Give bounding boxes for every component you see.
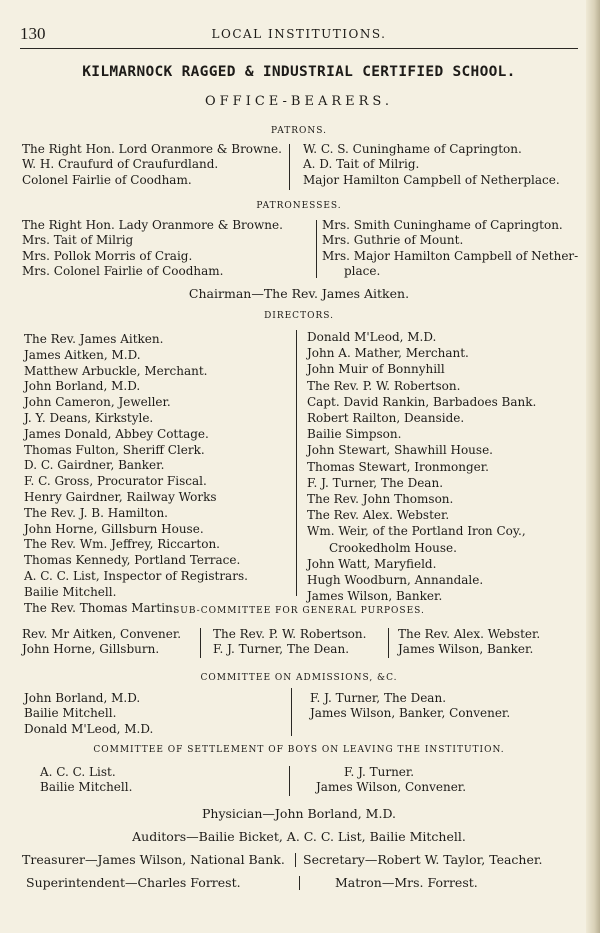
member-name: The Rev. P. W. Robertson. — [213, 627, 367, 641]
sub-committee-column-3 — [398, 627, 573, 658]
running-title: LOCAL INSTITUTIONS. — [211, 27, 387, 41]
settlement-left-column — [40, 765, 240, 796]
director-name: Donald M'Leod, M.D. — [307, 330, 437, 344]
director-name: A. C. C. List, Inspector of Registrars. — [24, 568, 248, 583]
admissions-right-column — [310, 691, 570, 722]
director-name: The Rev. James Aitken. — [24, 332, 164, 346]
director-name: Thomas Stewart, Ironmonger. — [307, 459, 489, 474]
patrons-left-column — [22, 142, 282, 188]
director-name: Capt. David Rankin, Barbadoes Bank. — [307, 394, 537, 409]
patronesses-right-column — [322, 218, 579, 280]
patron-name: Colonel Fairlie of Coodham. — [22, 172, 192, 187]
page-number: 130 — [20, 24, 46, 43]
patroness-name: Mrs. Smith Cuninghame of Caprington. — [322, 218, 563, 232]
superintendent-line: Superintendent—Charles Forrest. — [26, 875, 241, 890]
sub-committee-column-1 — [22, 627, 202, 658]
patron-name: W. H. Craufurd of Craufurdland. — [22, 157, 219, 172]
director-name: D. C. Gairdner, Banker. — [24, 458, 165, 473]
director-name: Wm. Weir, of the Portland Iron Coy., — [307, 524, 526, 539]
director-name: Matthew Arbuckle, Merchant. — [24, 363, 208, 378]
column-divider — [388, 628, 389, 658]
director-name: John Horne, Gillsburn House. — [24, 521, 204, 536]
sub-committee-heading: SUB-COMMITTEE FOR GENERAL PURPOSES. — [173, 606, 425, 616]
matron-line: Matron—Mrs. Forrest. — [335, 875, 478, 890]
directors-heading: DIRECTORS. — [264, 311, 334, 321]
director-name: The Rev. Alex. Webster. — [307, 508, 450, 523]
director-name: James Donald, Abbey Cottage. — [24, 426, 209, 441]
column-divider — [289, 144, 290, 190]
secretary-line: Secretary—Robert W. Taylor, Teacher. — [303, 852, 543, 867]
patroness-name: The Right Hon. Lady Oranmore & Browne. — [22, 218, 283, 232]
director-name: John Muir of Bonnyhill — [307, 362, 445, 377]
director-name: Thomas Kennedy, Portland Terrace. — [24, 553, 241, 568]
auditors-line: Auditors—Bailie Bicket, A. C. C. List, Bailie Mitchell. — [132, 829, 466, 844]
director-name: John Watt, Maryfield. — [307, 556, 437, 571]
member-name: A. C. C. List. — [40, 765, 116, 779]
member-name: Bailie Mitchell. — [40, 780, 133, 795]
director-name: The Rev. Wm. Jeffrey, Riccarton. — [24, 537, 220, 552]
member-name: F. J. Turner. — [344, 765, 415, 779]
director-name: Thomas Fulton, Sheriff Clerk. — [24, 442, 205, 457]
director-name: F. C. Gross, Procurator Fiscal. — [24, 474, 207, 489]
patronesses-heading: PATRONESSES. — [256, 201, 342, 211]
member-name: James Wilson, Banker. — [398, 642, 534, 657]
member-name: Donald M'Leod, M.D. — [24, 721, 154, 736]
admissions-heading: COMMITTEE ON ADMISSIONS, &C. — [200, 673, 398, 683]
page-gutter — [586, 0, 600, 933]
director-name: John Cameron, Jeweller. — [24, 395, 171, 410]
patronesses-left-column — [22, 218, 292, 280]
director-name: The Rev. Thomas Martin. — [24, 600, 177, 615]
director-name: James Aitken, M.D. — [24, 347, 141, 362]
settlement-heading: COMMITTEE OF SETTLEMENT OF BOYS ON LEAVING THE INSTITUTION. — [93, 745, 505, 755]
column-divider — [299, 876, 300, 890]
patroness-name: Mrs. Tait of Milrig — [22, 233, 134, 248]
office-bearers-heading: OFFICE-BEARERS. — [205, 94, 393, 109]
column-divider — [289, 766, 290, 796]
document-title: KILMARNOCK RAGGED & INDUSTRIAL CERTIFIED SCHOOL. — [82, 64, 516, 80]
column-divider — [295, 853, 296, 867]
patroness-name: Mrs. Pollok Morris of Craig. — [22, 248, 193, 263]
director-name: Hugh Woodburn, Annandale. — [307, 573, 484, 588]
running-header — [20, 24, 578, 42]
patron-name: Major Hamilton Campbell of Netherplace. — [303, 172, 560, 187]
member-name: F. J. Turner, The Dean. — [213, 642, 350, 657]
directors-right-column — [307, 329, 572, 604]
member-name: John Horne, Gillsburn. — [22, 642, 160, 657]
chairman-line: Chairman—The Rev. James Aitken. — [188, 286, 410, 301]
header-rule — [20, 48, 578, 49]
patroness-name-continued: place. — [344, 264, 381, 279]
patrons-heading: PATRONS. — [271, 126, 327, 136]
member-name: Rev. Mr Aitken, Convener. — [22, 627, 182, 641]
admissions-left-column — [24, 691, 274, 737]
director-name: Bailie Simpson. — [307, 427, 402, 442]
director-name: The Rev. P. W. Robertson. — [307, 378, 461, 393]
director-name: Bailie Mitchell. — [24, 584, 117, 599]
patrons-right-column — [303, 142, 573, 188]
treasurer-line: Treasurer—James Wilson, National Bank. — [22, 852, 285, 867]
director-name: F. J. Turner, The Dean. — [307, 475, 444, 490]
director-name: Robert Railton, Deanside. — [307, 411, 465, 426]
settlement-right-column — [316, 765, 566, 796]
patroness-name: Mrs. Major Hamilton Campbell of Nether- — [322, 248, 579, 263]
patron-name: A. D. Tait of Milrig. — [303, 157, 420, 172]
directors-left-column — [24, 332, 294, 616]
member-name: F. J. Turner, The Dean. — [310, 691, 447, 705]
director-name: The Rev. John Thomson. — [307, 492, 454, 507]
sub-committee-column-2 — [213, 627, 388, 658]
physician-line: Physician—John Borland, M.D. — [201, 806, 396, 821]
director-name: J. Y. Deans, Kirkstyle. — [24, 410, 154, 425]
director-name-continued: Crookedholm House. — [329, 540, 457, 555]
member-name: The Rev. Alex. Webster. — [398, 627, 541, 641]
director-name: John Borland, M.D. — [24, 379, 141, 394]
patron-name: The Right Hon. Lord Oranmore & Browne. — [22, 142, 282, 156]
director-name: James Wilson, Banker. — [307, 589, 443, 604]
column-divider — [296, 330, 297, 596]
column-divider — [200, 628, 201, 658]
column-divider — [316, 220, 317, 278]
patron-name: W. C. S. Cuninghame of Caprington. — [303, 142, 522, 156]
column-divider — [291, 688, 292, 736]
member-name: James Wilson, Convener. — [316, 780, 467, 795]
member-name: John Borland, M.D. — [24, 691, 141, 705]
director-name: John A. Mather, Merchant. — [307, 346, 469, 361]
member-name: James Wilson, Banker, Convener. — [310, 706, 511, 721]
director-name: John Stewart, Shawhill House. — [307, 443, 493, 458]
director-name: The Rev. J. B. Hamilton. — [24, 505, 168, 520]
patroness-name: Mrs. Colonel Fairlie of Coodham. — [22, 264, 224, 279]
director-name: Henry Gairdner, Railway Works — [24, 489, 217, 504]
member-name: Bailie Mitchell. — [24, 706, 117, 721]
patroness-name: Mrs. Guthrie of Mount. — [322, 233, 464, 248]
